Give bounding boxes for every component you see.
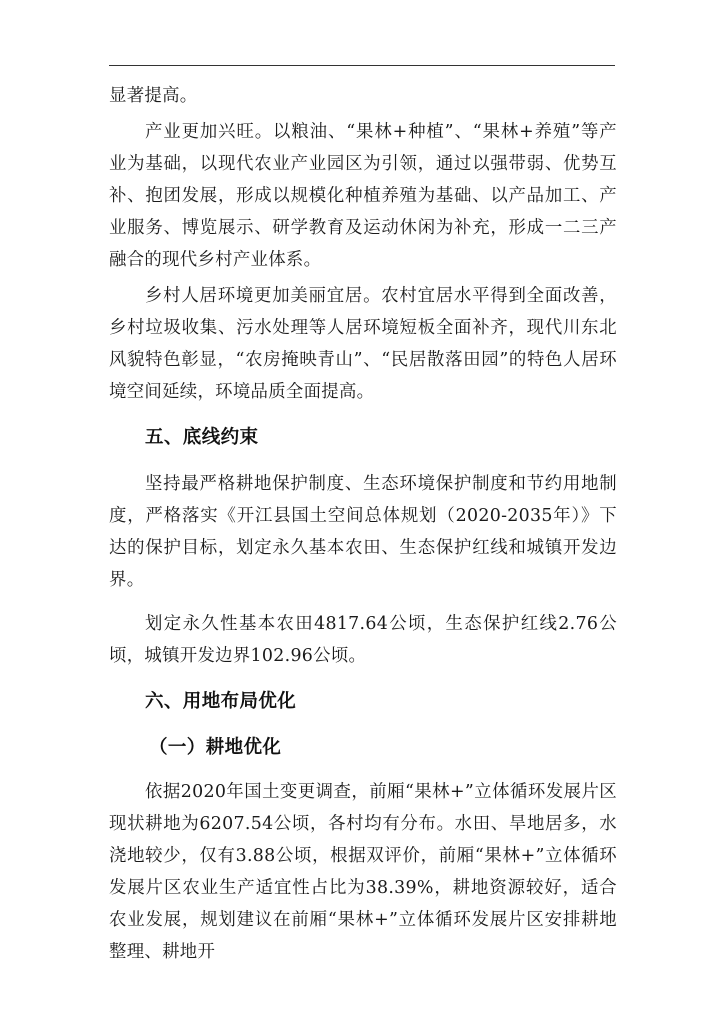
document-body [109, 80, 617, 968]
section-heading-baseline-constraints: 五、底线约束 [145, 427, 259, 448]
subsection-heading-farmland-optimization: （一）耕地优化 [149, 737, 282, 758]
paragraph-continuation: 显著提高。 [109, 86, 198, 106]
paragraph-industry: 产业更加兴旺。以粮油、“果林+种植”、“果林+养殖”等产业为基础，以现代农业产业园区为引领，通过以强带弱、优势互补、抱团发展，形成以规模化种植养殖为基础、以产品加工、产业服务、博览展示、研学教育及运动休闲为补充，形成一二三产融合的现代乡村产业体系。 [109, 122, 617, 270]
header-rule [109, 65, 615, 66]
paragraph-farmland: 依据2020年国土变更调查，前厢“果林+”立体循环发展片区现状耕地为6207.54公顷，各村均有分布。水田、旱地居多，水浇地较少，仅有3.88公顷，根据双评价，前厢“果林+”立体循环发展片区农业生产适宜性占比为38.39%，耕地资源较好，适合农业发展，规划建议在前厢“果林+”立体循环发展片区安排耕地整理、耕地开 [109, 782, 617, 962]
section-heading-land-use-optimization: 六、用地布局优化 [145, 691, 297, 712]
paragraph-baseline-figures: 划定永久性基本农田4817.64公顷，生态保护红线2.76公顷，城镇开发边界102.96公顷。 [109, 614, 617, 666]
paragraph-baseline-policy: 坚持最严格耕地保护制度、生态环境保护制度和节约用地制度，严格落实《开江县国土空间总体规划（2020-2035年）》下达的保护目标，划定永久基本农田、生态保护红线和城镇开发边界。 [109, 474, 617, 590]
paragraph-living-environment: 乡村人居环境更加美丽宜居。农村宜居水平得到全面改善，乡村垃圾收集、污水处理等人居环境短板全面补齐，现代川东北风貌特色彰显，“农房掩映青山”、“民居散落田园”的特色人居环境空间延续，环境品质全面提高。 [109, 286, 617, 402]
